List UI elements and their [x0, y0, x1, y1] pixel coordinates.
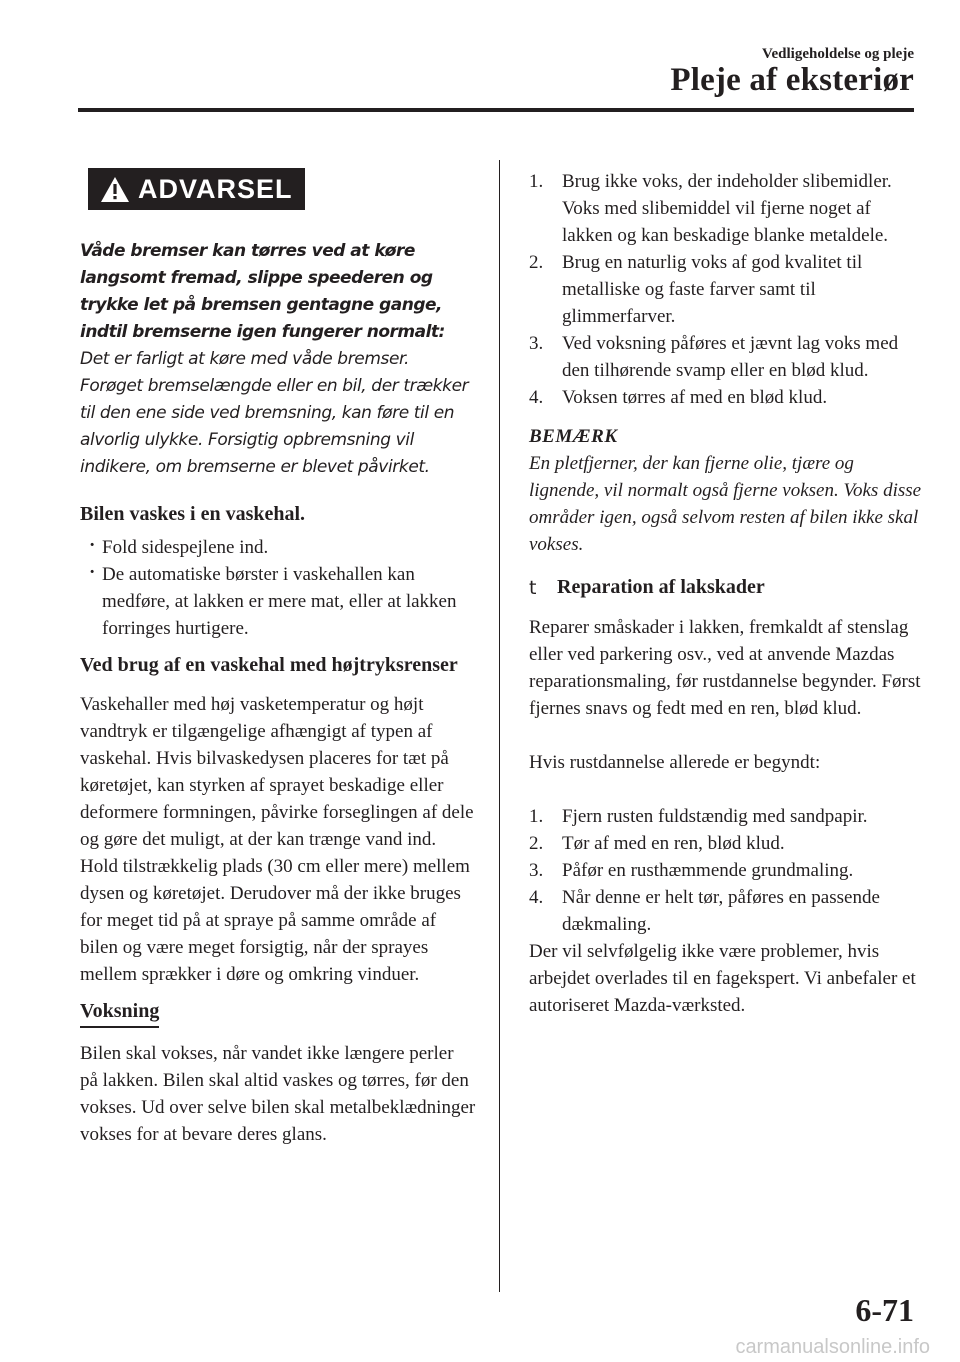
note-text: En pletfjerner, der kan fjerne olie, tjære og lignende, vil normalt også fjerne voksen. Voks disse områder igen, også selvom resten af bilen ikke skal vokses.	[529, 453, 922, 555]
step-number: 1.	[529, 171, 544, 192]
left-column	[80, 168, 476, 1148]
list-item: · Fold sidespejlene ind.	[80, 534, 476, 561]
closing-text: Der vil selvfølgelig ikke være problemer, hvis arbejdet overlades til en fagekspert. Vi anbefaler et autoriseret Mazda-værksted.	[529, 941, 916, 1016]
step-number: 2.	[529, 833, 544, 854]
page-title: Pleje af eksteriør	[670, 62, 914, 98]
step-subtext: Voks med slibemiddel vil fjerne noget af lakken og kan beskadige blanke metaldele.	[562, 198, 889, 246]
repair-heading	[529, 574, 924, 601]
warning-body: Det er farligt at køre med våde bremser. Forøget bremselængde eller en bil, der trækker til den ene side ved bremsning, kan føre til en alvorlig ulykke. Forsigtig opbremsning vil indikere, om bremserne er blevet påvirket.	[80, 349, 469, 477]
warning-badge	[88, 168, 305, 210]
step-number: 4.	[529, 887, 544, 908]
list-item	[529, 384, 924, 411]
section-bullet-icon: t	[529, 577, 537, 599]
rust-steps-list	[529, 803, 924, 938]
step-text: Når denne er helt tør, påføres en passende dækmaling.	[562, 887, 880, 935]
step-number: 4.	[529, 387, 544, 408]
note-label: BEMÆRK	[529, 426, 618, 447]
repair-heading-text: Reparation af lakskader	[557, 576, 765, 598]
list-item	[529, 330, 924, 384]
step-text: Påfør en rusthæmmende grundmaling.	[562, 860, 854, 881]
step-text: Ved voksning påføres et jævnt lag voks med den tilhørende svamp eller en blød klud.	[562, 333, 899, 381]
step-number: 1.	[529, 806, 544, 827]
page-number: 6-71	[855, 1292, 914, 1328]
header-rule	[78, 108, 914, 112]
list-item	[529, 857, 924, 884]
column-divider	[499, 160, 500, 1292]
waxing-body: Bilen skal vokses, når vandet ikke længere perler på lakken. Bilen skal altid vaskes og tørres, før den vokses. Ud over selve bilen skal metalbeklædninger vokses for at bevare deres glans.	[80, 1043, 476, 1145]
list-item: · De automatiske børster i vaskehallen kan medføre, at lakken er mere mat, eller at lakken forringes hurtigere.	[80, 561, 476, 642]
step-number: 3.	[529, 860, 544, 881]
step-number: 3.	[529, 333, 544, 354]
step-text: Tør af med en ren, blød klud.	[562, 833, 785, 854]
warning-block	[80, 238, 476, 481]
wax-steps-list	[529, 168, 924, 411]
warning-triangle-icon	[100, 176, 130, 203]
step-text: Brug en naturlig voks af god kvalitet til metalliske og faste farver samt til glimmerfarver.	[562, 252, 863, 327]
list-item	[529, 803, 924, 830]
list-item	[529, 830, 924, 857]
repair-body: Reparer småskader i lakken, fremkaldt af stenslag eller ved parkering osv., ved at anvende Mazdas reparationsmaling, før rustdannelse begynder. Først fjernes snavs og fedt med en ren, blød klud.	[529, 617, 921, 719]
step-number: 2.	[529, 252, 544, 273]
running-header-section: Vedligeholdelse og pleje	[762, 46, 914, 62]
step-text: Brug ikke voks, der indeholder slibemidler.	[562, 171, 892, 192]
list-item	[529, 168, 924, 249]
list-item	[529, 884, 924, 938]
carwash-heading: Bilen vaskes i en vaskehal.	[80, 503, 306, 525]
right-column	[529, 168, 924, 1019]
waxing-heading: Voksning	[80, 998, 159, 1028]
pressure-heading: Ved brug af en vaskehal med højtryksrenser	[80, 654, 458, 676]
list-item	[529, 249, 924, 330]
waxing-heading-wrap	[80, 998, 476, 1028]
watermark: carmanualsonline.info	[735, 1336, 930, 1358]
step-text: Voksen tørres af med en blød klud.	[562, 387, 828, 408]
warning-label: ADVARSEL	[138, 173, 293, 204]
step-text: Fjern rusten fuldstændig med sandpapir.	[562, 806, 868, 827]
rust-intro: Hvis rustdannelse allerede er begyndt:	[529, 752, 821, 773]
warning-heading: Våde bremser kan tørres ved at køre langsomt fremad, slippe speederen og trykke let på bremsen gentagne gange, indtil bremserne igen fungerer normalt:	[80, 241, 445, 342]
carwash-bullet-list	[80, 534, 476, 642]
pressure-body: Vaskehaller med høj vasketemperatur og højt vandtryk er tilgængelige afhængigt af typen af vaskehal. Hvis bilvaskedysen placeres for tæt på køretøjet, kan styrken af sprayet beskadige eller deformere formningen, påvirke forseglingen af dele og gøre det muligt, at der kan trænge vand ind. Hold tilstrækkelig plads (30 cm eller mere) mellem dysen og køretøjet. Derudover må der ikke bruges for meget tid på at spraye på samme område af bilen og være meget forsigtig, når der sprayes mellem sprækker i døre og omkring vinduer.	[80, 694, 474, 985]
